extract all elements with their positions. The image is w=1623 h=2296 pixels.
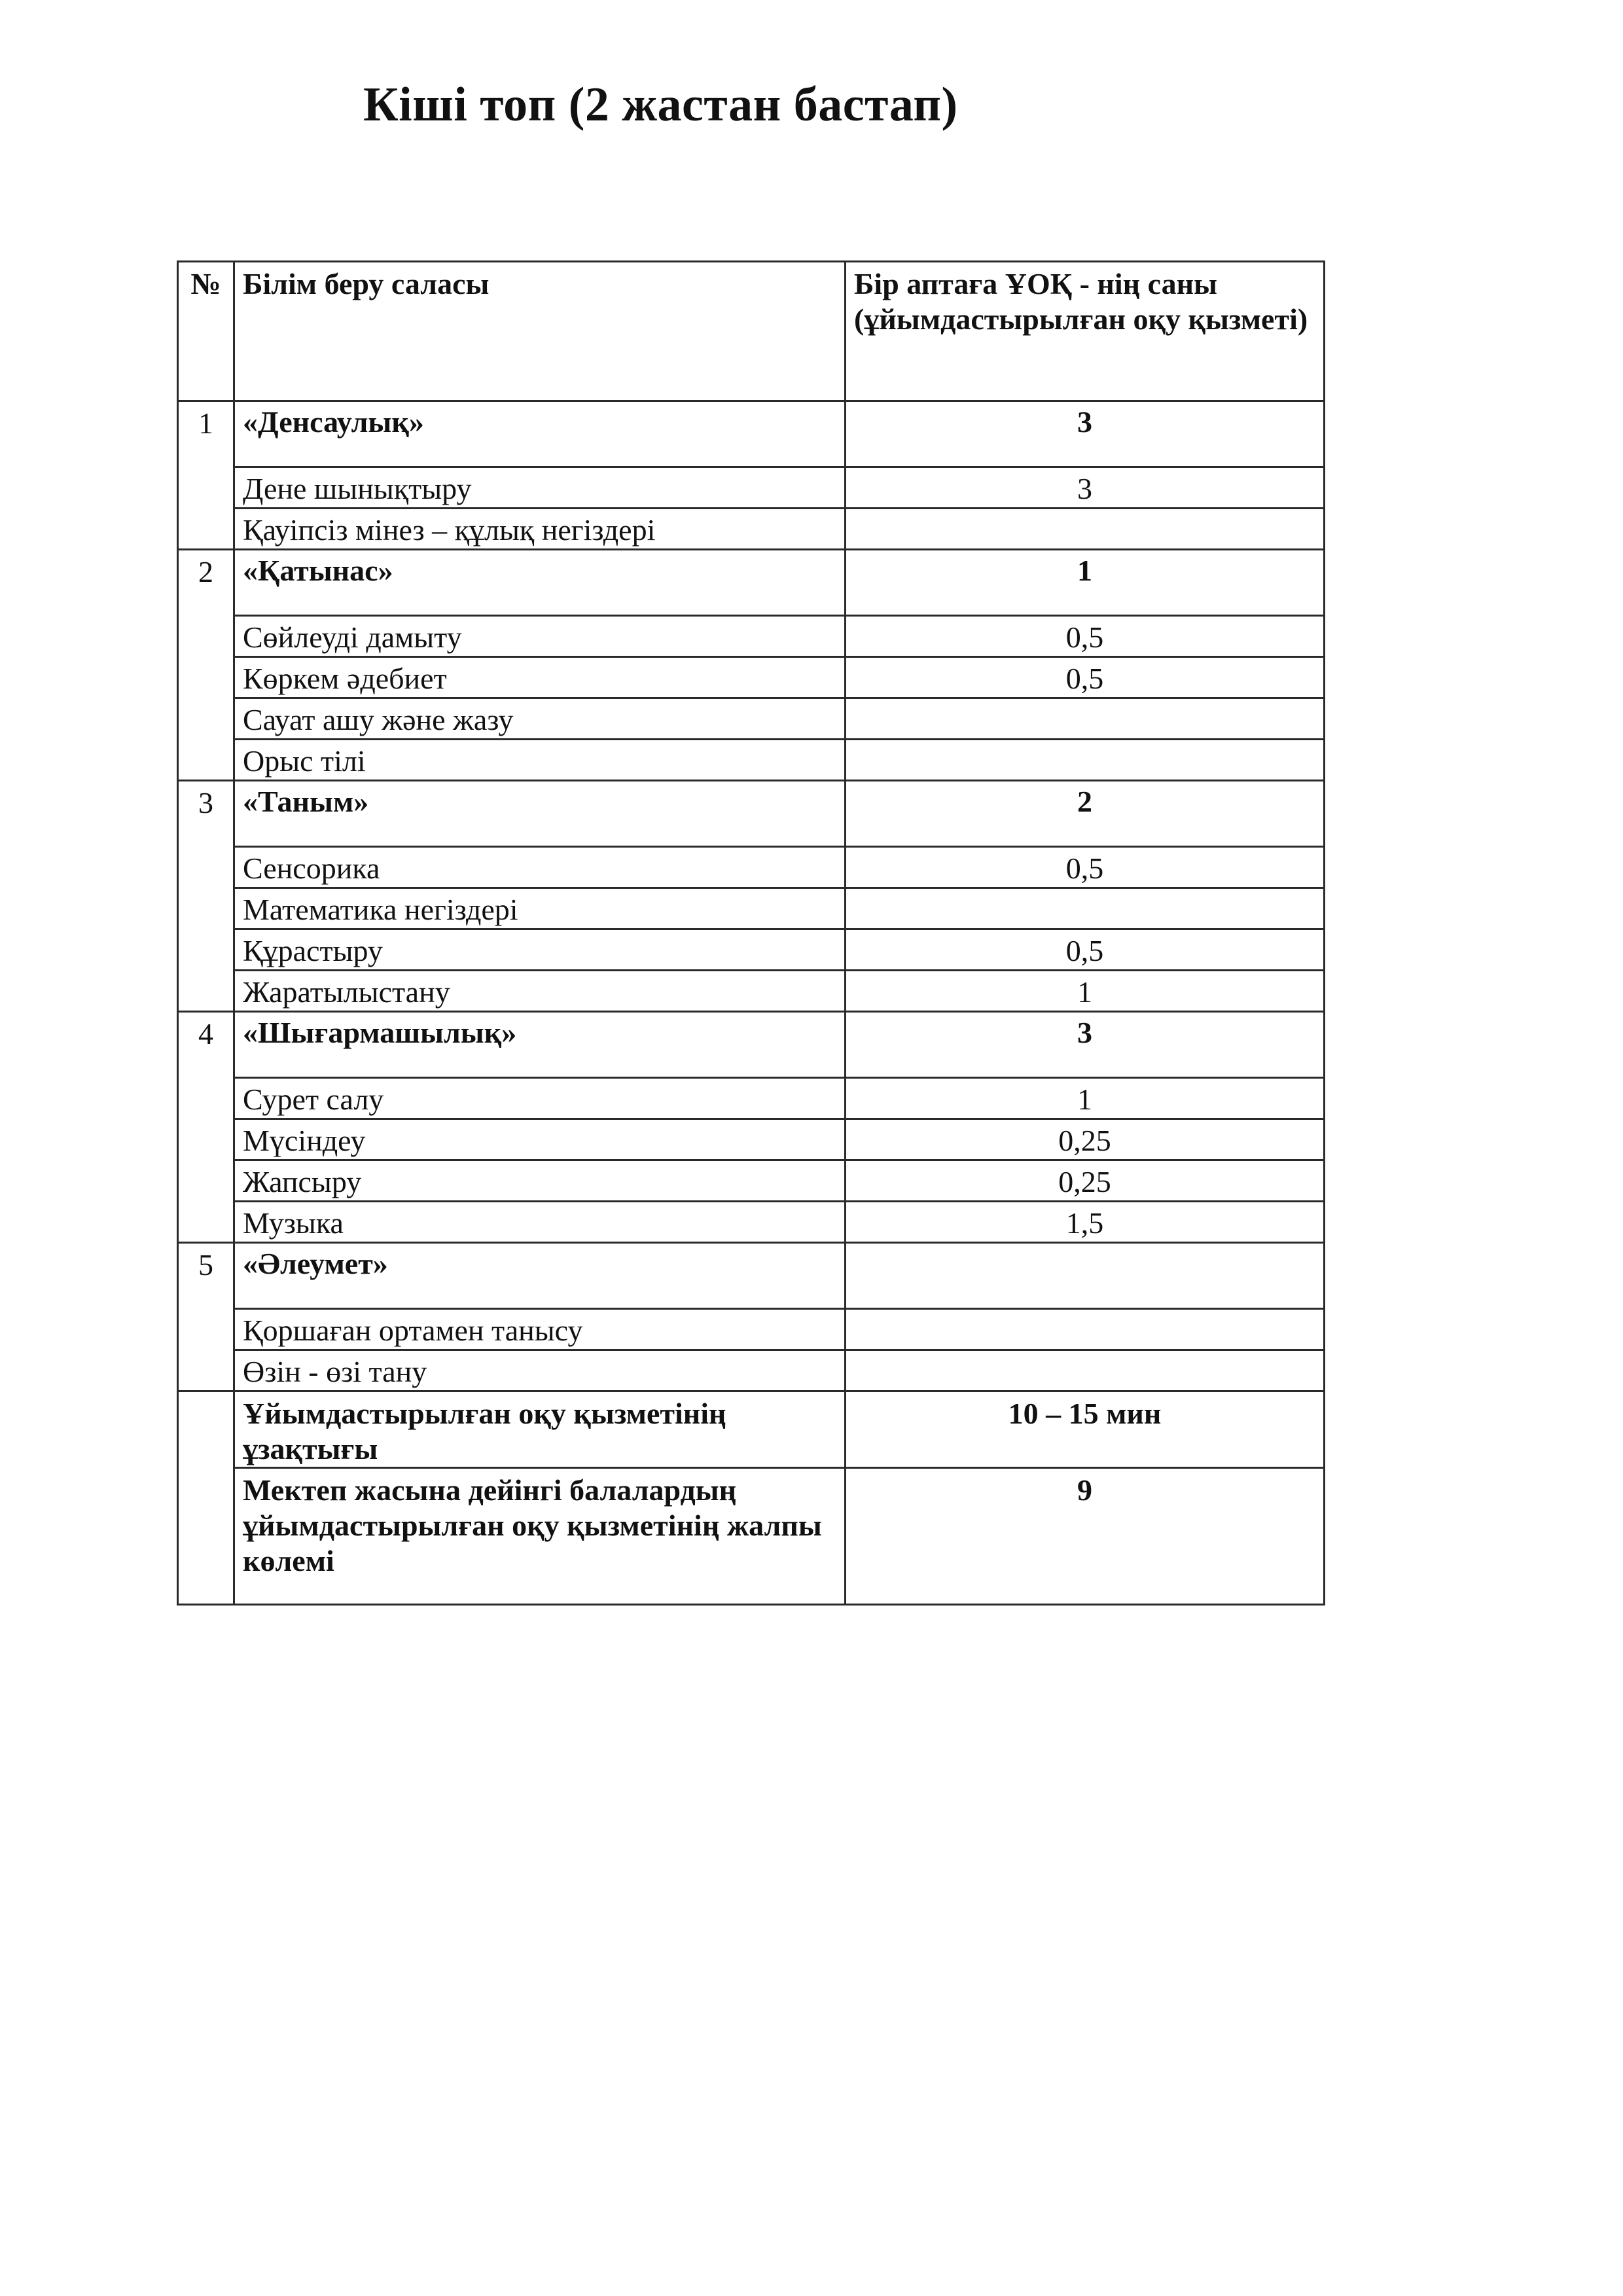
subject-count: 3 <box>846 467 1325 509</box>
duration-number-empty <box>178 1391 234 1605</box>
subject-name: Көркем әдебиет <box>234 657 846 698</box>
subject-row <box>178 616 1325 657</box>
area-number: 5 <box>178 1243 234 1391</box>
subject-count <box>846 1309 1325 1350</box>
subject-name: Дене шынықтыру <box>234 467 846 509</box>
subject-count <box>846 888 1325 929</box>
subject-count: 0,5 <box>846 929 1325 971</box>
subject-name: Математика негіздері <box>234 888 846 929</box>
area-number: 4 <box>178 1012 234 1243</box>
area-name: «Әлеумет» <box>234 1243 846 1309</box>
area-row <box>178 781 1325 847</box>
subject-count: 1,5 <box>846 1202 1325 1243</box>
area-count <box>846 1243 1325 1309</box>
subject-row <box>178 509 1325 550</box>
subject-name: Сөйлеуді дамыту <box>234 616 846 657</box>
subject-row <box>178 1350 1325 1391</box>
subject-count: 0,25 <box>846 1160 1325 1202</box>
area-count: 3 <box>846 401 1325 467</box>
subject-count: 0,25 <box>846 1119 1325 1160</box>
subject-count: 0,5 <box>846 657 1325 698</box>
subject-count <box>846 1350 1325 1391</box>
area-row <box>178 1012 1325 1078</box>
curriculum-table <box>177 260 1325 1605</box>
subject-row <box>178 971 1325 1012</box>
subject-name: Құрастыру <box>234 929 846 971</box>
subject-row <box>178 1078 1325 1119</box>
subject-row <box>178 1309 1325 1350</box>
area-count: 1 <box>846 550 1325 616</box>
subject-name: Өзін - өзі тану <box>234 1350 846 1391</box>
page-title: Кіші топ (2 жастан бастап) <box>363 78 958 132</box>
area-number: 3 <box>178 781 234 1012</box>
subject-count <box>846 740 1325 781</box>
subject-count <box>846 509 1325 550</box>
subject-count: 1 <box>846 1078 1325 1119</box>
area-row <box>178 401 1325 467</box>
area-name: «Шығармашылық» <box>234 1012 846 1078</box>
subject-name: Жапсыру <box>234 1160 846 1202</box>
subject-name: Қауіпсіз мінез – құлық негіздері <box>234 509 846 550</box>
subject-name: Сауат ашу және жазу <box>234 698 846 740</box>
subject-count <box>846 698 1325 740</box>
area-count: 3 <box>846 1012 1325 1078</box>
area-row <box>178 550 1325 616</box>
total-volume-row <box>178 1468 1325 1605</box>
header-weekly-count: Бір аптаға ҰОҚ - нің саны (ұйымдастырылған оқу қызметі) <box>846 262 1325 401</box>
subject-name: Жаратылыстану <box>234 971 846 1012</box>
area-number: 2 <box>178 550 234 781</box>
subject-name: Орыс тілі <box>234 740 846 781</box>
area-name: «Денсаулық» <box>234 401 846 467</box>
area-name: «Таным» <box>234 781 846 847</box>
area-count: 2 <box>846 781 1325 847</box>
table-header-row <box>178 262 1325 401</box>
subject-name: Қоршаған ортамен танысу <box>234 1309 846 1350</box>
header-education-area: Білім беру саласы <box>234 262 846 401</box>
subject-row <box>178 1202 1325 1243</box>
subject-row <box>178 740 1325 781</box>
area-number: 1 <box>178 401 234 550</box>
subject-name: Сурет салу <box>234 1078 846 1119</box>
subject-row <box>178 929 1325 971</box>
subject-count: 0,5 <box>846 616 1325 657</box>
subject-count: 1 <box>846 971 1325 1012</box>
subject-name: Музыка <box>234 1202 846 1243</box>
duration-row <box>178 1391 1325 1468</box>
subject-count: 0,5 <box>846 847 1325 888</box>
header-number: № <box>178 262 234 401</box>
duration-value: 10 – 15 мин <box>846 1391 1325 1468</box>
subject-name: Сенсорика <box>234 847 846 888</box>
area-row <box>178 1243 1325 1309</box>
area-name: «Қатынас» <box>234 550 846 616</box>
subject-row <box>178 847 1325 888</box>
subject-row <box>178 698 1325 740</box>
subject-name: Мүсіндеу <box>234 1119 846 1160</box>
total-volume-value: 9 <box>846 1468 1325 1605</box>
subject-row <box>178 1119 1325 1160</box>
duration-label: Ұйымдастырылған оқу қызметінің ұзақтығы <box>234 1391 846 1468</box>
subject-row <box>178 467 1325 509</box>
subject-row <box>178 888 1325 929</box>
total-volume-label: Мектеп жасына дейінгі балалардың ұйымдастырылған оқу қызметінің жалпы көлемі <box>234 1468 846 1605</box>
subject-row <box>178 1160 1325 1202</box>
subject-row <box>178 657 1325 698</box>
